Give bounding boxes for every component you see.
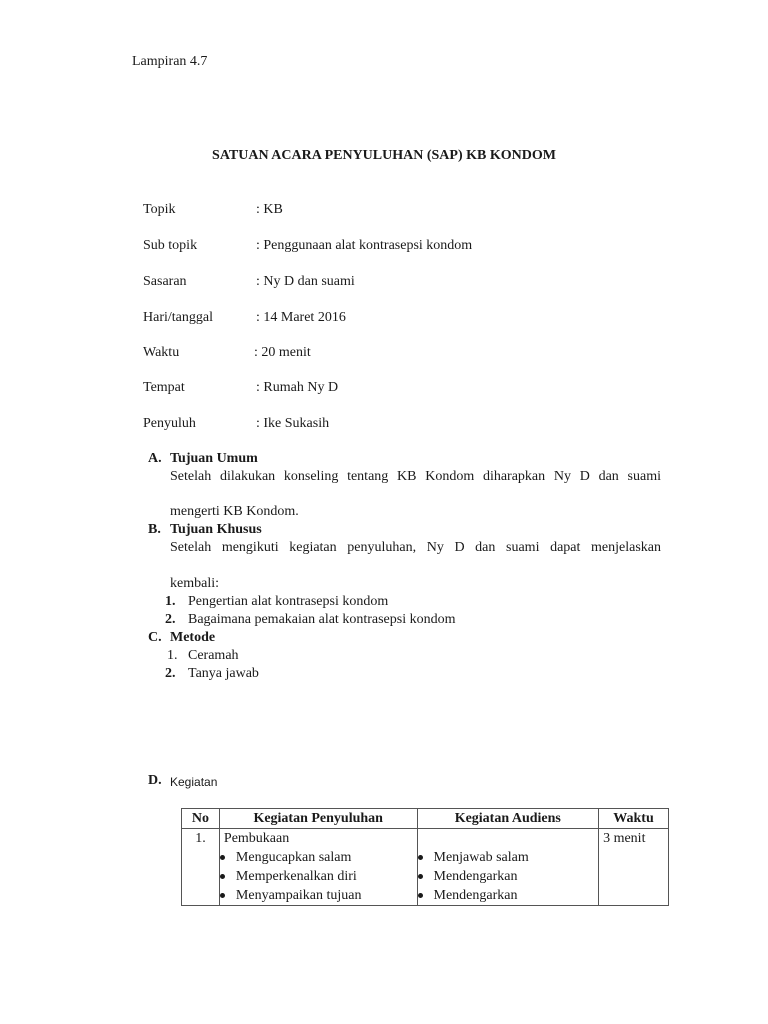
section-d-heading: Kegiatan xyxy=(170,775,218,789)
list-number: 2. xyxy=(165,666,176,681)
activity-title: Pembukaan xyxy=(223,831,290,846)
table-header-row xyxy=(182,809,669,829)
list-item: Ceramah xyxy=(188,648,239,663)
info-label-subtopik: Sub topik xyxy=(143,238,198,253)
audience-item: Menjawab salam xyxy=(422,848,595,867)
activity-table xyxy=(181,808,669,906)
document-title: SATUAN ACARA PENYULUHAN (SAP) KB KONDOM xyxy=(212,148,556,163)
list-number: 2. xyxy=(165,612,176,627)
header-waktu: Waktu xyxy=(599,809,669,829)
audience-cell xyxy=(417,829,599,906)
list-number: 1. xyxy=(167,648,178,663)
list-number: 1. xyxy=(165,594,176,609)
section-c-heading: Metode xyxy=(170,630,216,645)
header-kegiatan-penyuluhan: Kegiatan Penyuluhan xyxy=(219,809,417,829)
activity-cell xyxy=(219,829,417,906)
time-cell: 3 menit xyxy=(599,829,669,906)
header-kegiatan-audiens: Kegiatan Audiens xyxy=(417,809,599,829)
section-b-marker: B. xyxy=(148,522,161,537)
info-label-topik: Topik xyxy=(143,202,176,217)
info-value-subtopik: : Penggunaan alat kontrasepsi kondom xyxy=(256,238,473,253)
list-item: Tanya jawab xyxy=(188,666,259,681)
section-d-marker: D. xyxy=(148,773,162,788)
table-row xyxy=(182,829,669,906)
section-a-text-line1: Setelah dilakukan konseling tentang KB Kondom diharapkan Ny D dan suami xyxy=(170,469,661,484)
info-value-waktu: : 20 menit xyxy=(254,345,311,360)
info-label-waktu: Waktu xyxy=(143,345,180,360)
header-no: No xyxy=(182,809,220,829)
info-value-penyuluh: : Ike Sukasih xyxy=(256,416,330,431)
info-label-tanggal: Hari/tanggal xyxy=(143,310,213,325)
section-b-text-line1: Setelah mengikuti kegiatan penyuluhan, Ny D dan suami dapat menjelaskan xyxy=(170,540,661,555)
section-b-text-line2: kembali: xyxy=(170,576,219,591)
section-a-marker: A. xyxy=(148,451,162,466)
section-b-heading: Tujuan Khusus xyxy=(170,522,262,537)
list-item: Bagaimana pemakaian alat kontrasepsi kondom xyxy=(188,612,456,627)
info-value-tanggal: : 14 Maret 2016 xyxy=(256,310,346,325)
info-label-sasaran: Sasaran xyxy=(143,274,187,289)
info-value-topik: : KB xyxy=(256,202,283,217)
info-value-sasaran: : Ny D dan suami xyxy=(256,274,355,289)
info-label-tempat: Tempat xyxy=(143,380,185,395)
section-a-text-line2: mengerti KB Kondom. xyxy=(170,504,299,519)
audience-item: Mendengarkan xyxy=(422,867,595,886)
activity-item: Mengucapkan salam xyxy=(224,848,413,867)
activity-item: Memperkenalkan diri xyxy=(224,867,413,886)
list-item: Pengertian alat kontrasepsi kondom xyxy=(188,594,389,609)
appendix-label: Lampiran 4.7 xyxy=(132,54,208,69)
info-value-tempat: : Rumah Ny D xyxy=(256,380,339,395)
section-c-marker: C. xyxy=(148,630,162,645)
info-label-penyuluh: Penyuluh xyxy=(143,416,196,431)
section-a-heading: Tujuan Umum xyxy=(170,451,258,466)
audience-item: Mendengarkan xyxy=(422,886,595,905)
row-number: 1. xyxy=(182,829,220,906)
activity-item: Menyampaikan tujuan xyxy=(224,886,413,905)
